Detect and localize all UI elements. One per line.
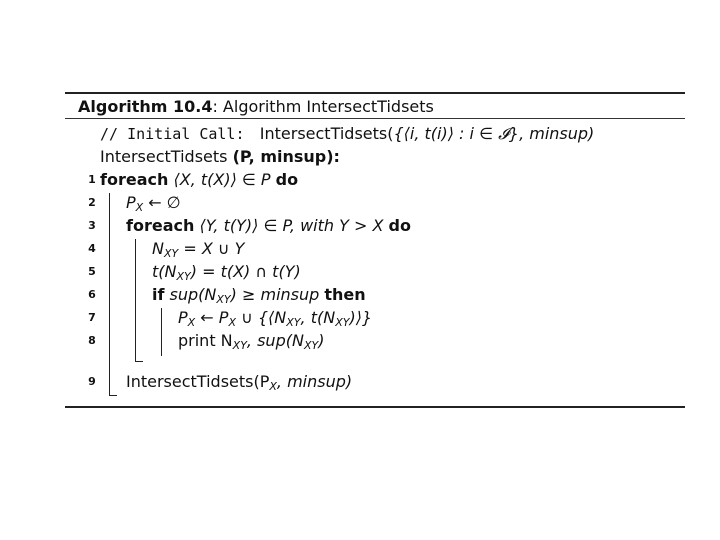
code-line-5 xyxy=(65,261,685,283)
expr: print N xyxy=(178,331,233,350)
code-line-8 xyxy=(65,330,685,352)
line-number: 6 xyxy=(88,288,96,301)
expr: , sup(N xyxy=(246,331,304,350)
indent-guide-foreach-outer xyxy=(109,193,110,396)
indent-guide-foreach-outer-end xyxy=(109,395,117,396)
code-line-9 xyxy=(65,371,685,393)
algorithm-box xyxy=(65,92,685,408)
line-number: 4 xyxy=(88,242,96,255)
expr: , t(N xyxy=(300,308,336,327)
signature-line xyxy=(100,146,340,168)
line-number: 7 xyxy=(88,311,96,324)
indent-guide-if xyxy=(161,308,162,356)
algorithm-header xyxy=(65,94,685,119)
line-number: 9 xyxy=(88,375,96,388)
keyword-do: do xyxy=(388,216,411,235)
subscript: XY xyxy=(163,247,179,260)
algorithm-label: Algorithm 10.4 xyxy=(78,97,213,116)
expr: sup(N xyxy=(169,285,217,304)
code-line-4 xyxy=(65,238,685,260)
signature-name: IntersectTidsets xyxy=(100,147,228,166)
keyword-do: do xyxy=(275,170,299,189)
expr: ← P xyxy=(195,308,229,327)
expr: ← ∅ xyxy=(143,193,181,212)
keyword-foreach: foreach xyxy=(100,170,169,189)
subscript: XY xyxy=(176,270,191,283)
expr: P xyxy=(126,193,136,212)
code-line-2 xyxy=(65,192,685,214)
indent-guide-foreach-inner-end xyxy=(135,361,143,362)
subscript: X xyxy=(135,201,144,214)
code-line-3 xyxy=(65,215,685,237)
code-line-7 xyxy=(65,307,685,329)
keyword-foreach: foreach xyxy=(126,216,195,235)
signature-args: (P, minsup): xyxy=(232,147,340,166)
call-args: {⟨i, t(i)⟩ : i ∈ 𝓘}, minsup) xyxy=(393,124,595,143)
subscript: X xyxy=(269,380,277,393)
subscript: XY xyxy=(232,339,247,352)
expr: IntersectTidsets(P xyxy=(126,372,270,391)
expr: ∪ {⟨N xyxy=(235,308,287,327)
expr: ) xyxy=(318,331,325,350)
subscript: XY xyxy=(216,293,231,306)
code-line-1 xyxy=(65,169,685,191)
line-number: 5 xyxy=(88,265,96,278)
expr: t(N xyxy=(152,262,177,281)
code-line-6 xyxy=(65,284,685,306)
comment-text: // Initial Call: xyxy=(100,125,245,143)
expr: ⟨Y, t(Y)⟩ ∈ P, with Y > X xyxy=(199,216,384,235)
line-number: 1 xyxy=(88,173,96,186)
code-text xyxy=(126,371,352,398)
expr: = X ∪ Y xyxy=(178,239,245,258)
algorithm-title: : Algorithm IntersectTidsets xyxy=(212,97,434,116)
subscript: XY xyxy=(303,339,319,352)
expr: N xyxy=(152,239,164,258)
line-number: 2 xyxy=(88,196,96,209)
code-text xyxy=(178,330,324,357)
expr: ) = t(X) ∩ t(Y) xyxy=(190,262,301,281)
expr: , minsup) xyxy=(276,372,353,391)
code-text xyxy=(126,215,411,237)
expr: ) ≥ minsup xyxy=(230,285,320,304)
keyword-if: if xyxy=(152,285,165,304)
keyword-then: then xyxy=(324,285,366,304)
expr: ⟨X, t(X)⟩ ∈ P xyxy=(173,170,271,189)
subscript: X xyxy=(187,316,196,329)
line-number: 3 xyxy=(88,219,96,232)
subscript: X xyxy=(228,316,236,329)
call-name: IntersectTidsets( xyxy=(259,124,394,143)
expr: )⟩} xyxy=(349,308,373,327)
subscript: XY xyxy=(286,316,301,329)
expr: P xyxy=(178,308,188,327)
line-number: 8 xyxy=(88,334,96,347)
code-text xyxy=(100,169,298,191)
initial-call-line xyxy=(100,123,594,145)
indent-guide-foreach-inner xyxy=(135,239,136,362)
subscript: XY xyxy=(335,316,350,329)
